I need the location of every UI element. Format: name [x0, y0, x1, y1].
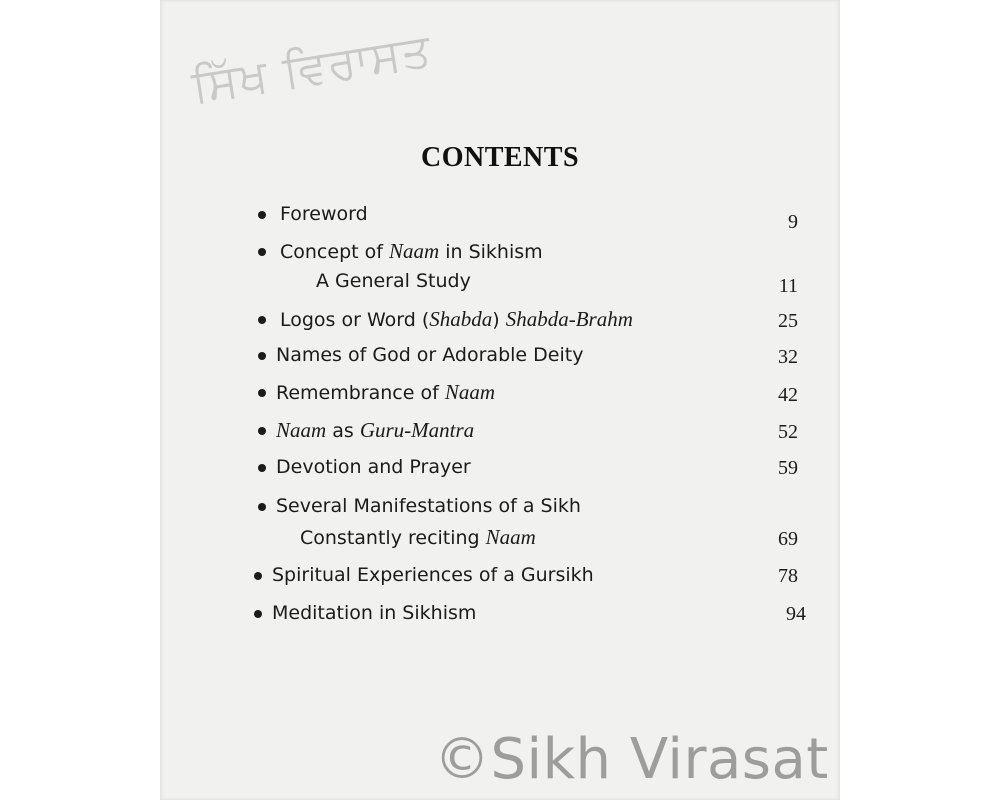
- bullet-icon: [258, 248, 266, 256]
- page-number: 78: [778, 565, 798, 587]
- bullet-icon: [258, 503, 266, 511]
- page-number: 11: [778, 275, 798, 297]
- watermark-punjabi: ਸਿੱਖ ਵਿਰਾਸਤ: [188, 22, 436, 114]
- page-number: 59: [778, 457, 798, 479]
- page-title: CONTENTS: [420, 142, 580, 173]
- page-number: 9: [788, 211, 798, 233]
- entry-title: Names of God or Adorable Deity: [276, 344, 584, 366]
- bullet-icon: [254, 610, 262, 618]
- entry-title: Logos or Word (Shabda) Shabda-Brahm: [280, 307, 633, 331]
- entry-title: Foreword: [280, 203, 368, 225]
- entry-title: Devotion and Prayer: [276, 456, 471, 478]
- entry-subtitle: A General Study: [316, 270, 471, 292]
- page-number: 32: [778, 346, 798, 368]
- page-number: 42: [778, 384, 798, 406]
- page-number: 52: [778, 421, 798, 443]
- bullet-icon: [254, 572, 262, 580]
- entry-title: Naam as Guru-Mantra: [276, 418, 475, 442]
- watermark-copyright: ©Sikh Virasat: [434, 727, 829, 792]
- bullet-icon: [258, 352, 266, 360]
- entry-title: Spiritual Experiences of a Gursikh: [272, 564, 594, 586]
- bullet-icon: [258, 316, 266, 324]
- entry-title: Several Manifestations of a Sikh: [276, 495, 581, 517]
- page-number: 25: [778, 310, 798, 332]
- entry-subtitle: Constantly reciting Naam: [300, 525, 536, 549]
- page-number: 94: [786, 603, 806, 625]
- bullet-icon: [258, 389, 266, 397]
- bullet-icon: [258, 427, 266, 435]
- bullet-icon: [258, 464, 266, 472]
- entry-title: Concept of Naam in Sikhism: [280, 239, 543, 263]
- bullet-icon: [258, 211, 266, 219]
- entry-title: Meditation in Sikhism: [272, 602, 477, 624]
- entry-title: Remembrance of Naam: [276, 380, 496, 404]
- page-number: 69: [778, 528, 798, 550]
